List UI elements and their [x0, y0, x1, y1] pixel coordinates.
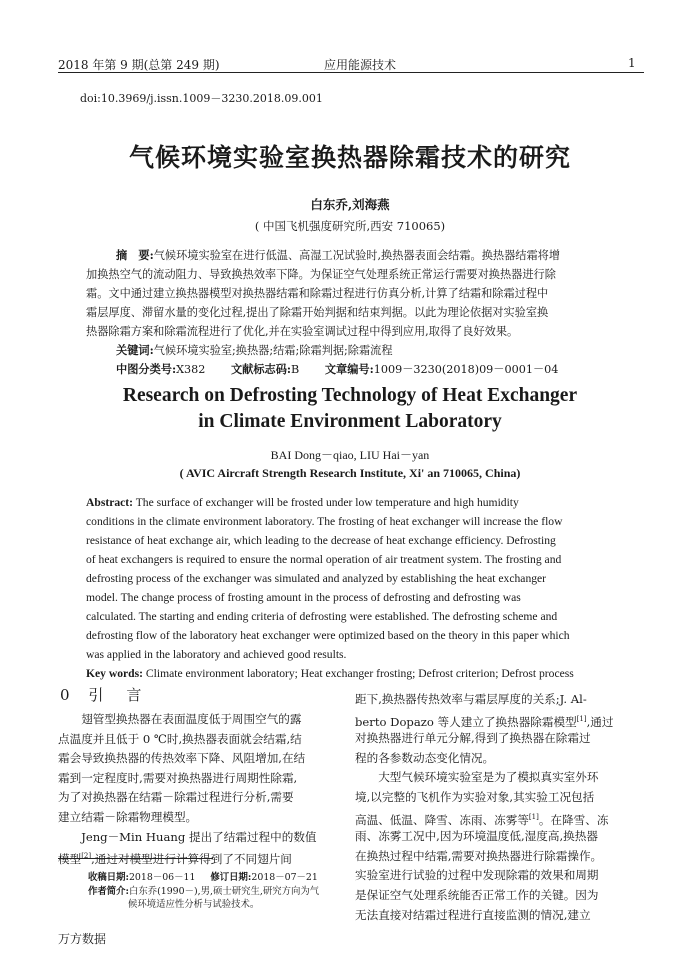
- left-line: 为了对换热器在结霜－除霜过程进行分析,需要: [58, 790, 294, 805]
- abstract-en-line: conditions in the climate environment laboratory. The frosting of heat exchanger will increase the flow: [86, 515, 563, 528]
- doc-code-label: 文献标志码:: [230, 362, 292, 376]
- keywords-cn-label: 关键词:: [116, 343, 154, 357]
- abstract-en-label: Abstract:: [86, 496, 134, 509]
- keywords-en-label: Key words:: [86, 667, 143, 680]
- title-en-line: Research on Defrosting Technology of Heat Exchanger: [122, 385, 578, 406]
- abstract-en-line: model. The change process of frosting amount in the process of defrosting and defrosting was: [86, 591, 521, 604]
- left-line: 霜会导致换热器的传热效率下降、风阻增加,在结: [58, 751, 306, 766]
- author-bio-line: 白东乔(1990－),男,硕士研究生,研究方向为气: [128, 885, 320, 897]
- abstract-en-line: of heat exchangers is required to ensure the normal operation of air treatment system. The frosting and: [86, 553, 562, 566]
- revised-date: 2018－07－21: [251, 872, 318, 883]
- abstract-en-line: was applied in the laboratory and achieved good results.: [86, 648, 347, 661]
- affiliation-cn: ( 中国飞机强度研究所,西安 710065): [254, 219, 446, 233]
- authors-en: BAI Dong－qiao, LIU Hai－yan: [270, 448, 430, 462]
- left-line: 点温度并且低于 0 ℃时,换热器表面就会结霜,结: [58, 731, 302, 746]
- received-date: 2018－06－11: [128, 872, 196, 883]
- left-column: [58, 710, 340, 867]
- section-title: 引 言: [88, 686, 146, 704]
- abstract-en-line: resistance of heat exchange air, which leading to the decrease of heat exchange efficiency. Defrosting: [86, 534, 556, 547]
- section-number: 0: [60, 686, 70, 704]
- abstract-cn-line: 热器除霜方案和除霜流程进行了优化,并在实验室调试过程中得到应用,取得了良好效果。: [86, 325, 519, 338]
- right-line: 高温、低温、降雪、冻雨、冻雾等[1]。在降雪、冻: [355, 812, 609, 827]
- revised-label: 修订日期:: [210, 872, 252, 883]
- keywords-cn: 气候环境实验室;换热器;结霜;除霜判据;除霜流程: [153, 344, 393, 357]
- right-line: 在换热过程中结霜,需要对换热器进行除霜操作。: [355, 848, 603, 863]
- abstract-cn-line: 霜。文中通过建立换热器模型对换热器结霜和除霜过程进行仿真分析,计算了结霜和除霜过程中: [86, 287, 549, 300]
- right-line: 程的各参数动态变化情况。: [355, 750, 495, 765]
- footnote-rule: [58, 858, 213, 859]
- right-line: 实验室进行试验的过程中发现除霜的效果和周期: [355, 868, 599, 883]
- header-journal: 应用能源技术: [323, 58, 396, 72]
- abstract-cn-line: 加换热空气的流动阻力、导致换热效率下降。为保证空气处理系统正常运行需要对换热器进行除: [86, 268, 556, 281]
- abstract-cn: [86, 246, 606, 379]
- abstract-en-line: defrosting process of the exchanger was simulated and analyzed by establishing the heat exchanger: [86, 572, 547, 585]
- header-page-number: 1: [628, 56, 636, 70]
- left-line: 霜到一定程度时,需要对换热器进行周期性除霜,: [58, 770, 298, 785]
- right-line: 是保证空气处理系统能否正常工作的关键。因为: [355, 887, 599, 902]
- left-line: Jeng－Min Huang 提出了结霜过程中的数值: [58, 829, 317, 844]
- left-line: 建立结霜－除霜物理模型。: [58, 809, 198, 824]
- doi: doi:10.3969/j.issn.1009－3230.2018.09.001: [80, 92, 323, 105]
- clc-label: 中图分类号:: [116, 362, 177, 376]
- right-line: 无法直接对结霜过程进行直接监测的情况,建立: [355, 907, 591, 922]
- right-line: 大型气候环境实验室是为了模拟真实室外环: [355, 770, 599, 785]
- left-line: 模型[2],通过对模型进行计算得到了不同翅片间: [58, 852, 292, 867]
- received-label: 收稿日期:: [88, 872, 129, 883]
- section-heading: [60, 684, 145, 705]
- right-line: 距下,换热器传热效率与霜层厚度的关系;J. Al-: [355, 692, 587, 706]
- abstract-en: [86, 493, 614, 683]
- right-column: [355, 690, 645, 925]
- classification-row: [116, 360, 606, 379]
- abstract-en-line: defrosting flow of the laboratory heat exchanger were optimized based on the theory in this paper which: [86, 629, 570, 642]
- left-line: 翅管型换热器在表面温度低于周围空气的露: [58, 712, 302, 726]
- abstract-cn-label: 摘 要:: [116, 248, 154, 262]
- watermark: 万方数据: [58, 932, 107, 946]
- clc-value: X382: [176, 363, 206, 376]
- abstract-cn-line: 霜层厚度、滞留水量的变化过程,提出了除霜开始判据和结束判据。以此为理论依据对实验室换: [86, 306, 549, 319]
- footnote: [58, 871, 338, 912]
- article-number-label: 文章编号:: [324, 362, 374, 376]
- keywords-en: Climate environment laboratory; Heat exchanger frosting; Defrost criterion; Defrost process: [145, 667, 574, 680]
- title-en-line: in Climate Environment Laboratory: [198, 411, 502, 432]
- author-bio-line: 候环境适应性分析与试验技术。: [128, 899, 260, 910]
- title-en: [0, 383, 700, 435]
- header-issue: 2018 年第 9 期(总第 249 期): [58, 58, 220, 72]
- authors-cn: 白东乔,刘海燕: [310, 197, 390, 212]
- right-line: 境,以完整的飞机作为实验对象,其实验工况包括: [355, 789, 595, 804]
- doc-code-value: B: [291, 363, 300, 376]
- author-bio-label: 作者简介:: [88, 885, 129, 897]
- header-rule: [58, 72, 644, 73]
- abstract-cn-line: 气候环境实验室在进行低温、高湿工况试验时,换热器表面会结霜。换热器结霜将增: [153, 249, 561, 262]
- abstract-en-line: The surface of exchanger will be frosted under low temperature and high humidity: [135, 496, 519, 509]
- right-line: 对换热器进行单元分解,得到了换热器在除霜过: [355, 731, 591, 746]
- affiliation-en: ( AVIC Aircraft Strength Research Institute, Xi' an 710065, China): [179, 466, 521, 480]
- title-cn: 气候环境实验室换热器除霜技术的研究: [128, 143, 571, 172]
- article-number-value: 1009－3230(2018)09－0001－04: [373, 363, 559, 376]
- right-line: 雨、冻雾工况中,因为环境温度低,湿度高,换热器: [355, 829, 598, 844]
- abstract-en-line: calculated. The starting and ending criteria of defrosting were established. The defrosting scheme and: [86, 610, 558, 623]
- right-line: berto Dopazo 等人建立了换热器除霜模型[1],通过: [355, 714, 614, 729]
